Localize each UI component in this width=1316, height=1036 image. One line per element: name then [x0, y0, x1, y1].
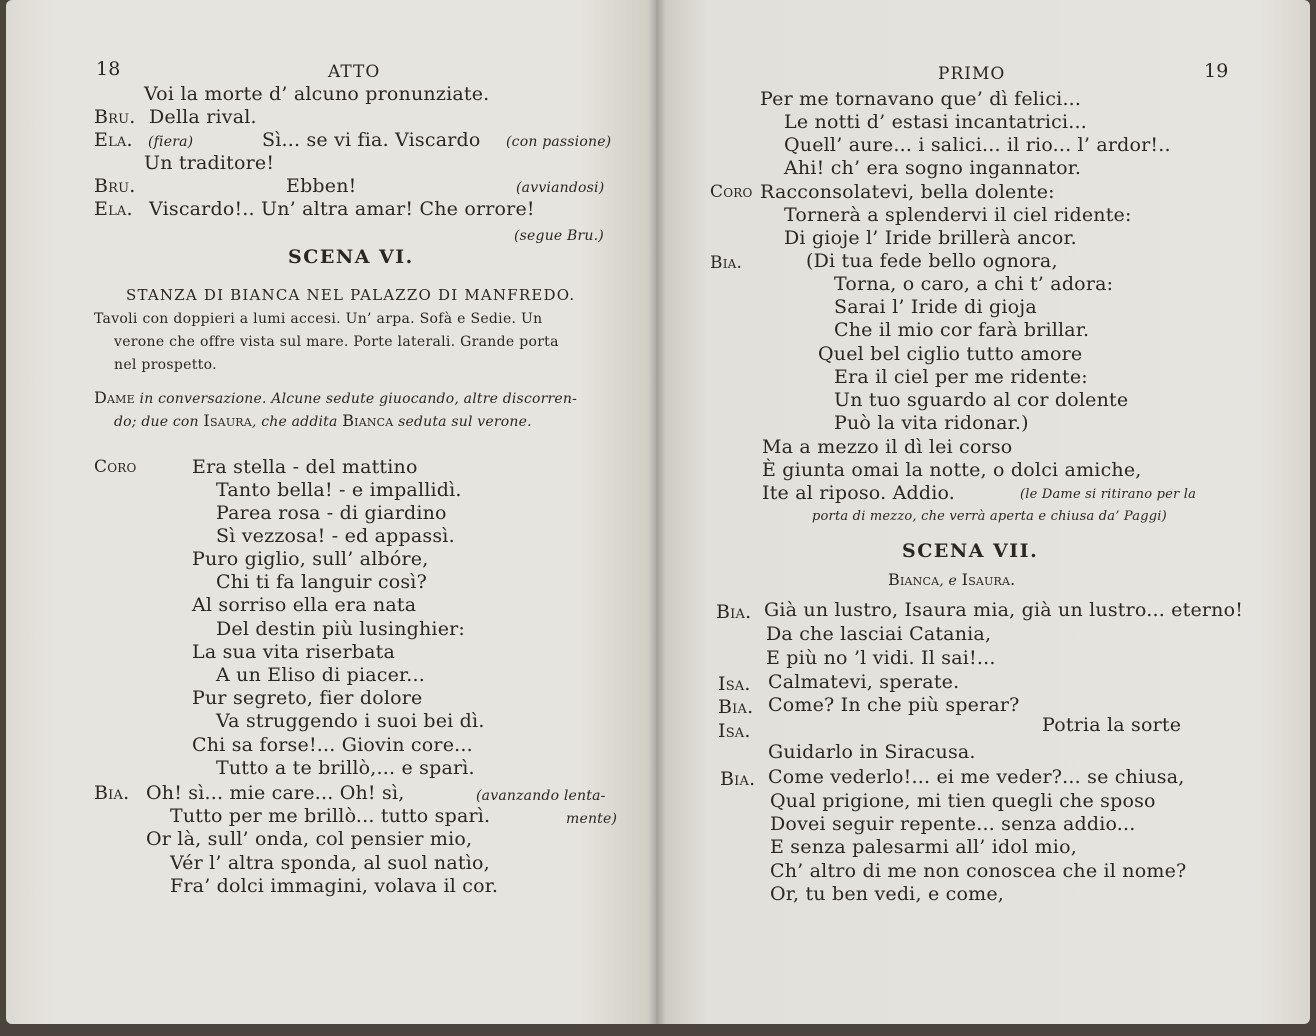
verse-line: Calmatevi, sperate. [768, 671, 960, 693]
speaker-label: Coro [710, 182, 753, 202]
stage-direction: Dame in conversazione. Alcune sedute giuocando, altre discorren- [94, 388, 578, 407]
verse-line: Può la vita ridonar.) [834, 412, 1029, 434]
verse-line: È giunta omai la notte, o dolci amiche, [762, 459, 1142, 481]
verse-line: Le notti d’ estasi incantatrici... [784, 111, 1087, 133]
left-page [6, 0, 656, 1024]
verse-line: (Di tua fede bello ognora, [806, 250, 1058, 272]
verse-line: Fra’ dolci immagini, volava il cor. [170, 875, 499, 897]
stage-direction: (segue Bru.) [514, 228, 604, 244]
stage-direction: (le Dame si ritirano per la [1020, 487, 1197, 502]
verse-line: Puro giglio, sull’ albóre, [192, 548, 429, 570]
verse-line: Di gioje l’ Iride brillerà ancor. [784, 227, 1077, 249]
verse-line: E più no ’l vidi. Il sai!... [766, 647, 996, 669]
verse-line: Ahi! ch’ era sogno ingannator. [784, 157, 1082, 179]
stage-direction: do; due con Isaura, che addita Bianca seduta sul verone. [114, 411, 532, 430]
scene-characters: Bianca, e Isaura. [888, 570, 1016, 589]
verse-line: Sarai l’ Iride di gioja [834, 296, 1037, 318]
setting-line: verone che offre vista sul mare. Porte laterali. Grande porta [114, 334, 559, 350]
stage-direction: (fiera) [148, 134, 194, 150]
setting-line: nel prospetto. [114, 357, 217, 373]
verse-line: Della rival. [149, 106, 257, 128]
verse-line: Pur segreto, fier dolore [192, 687, 423, 709]
verse-line: Guidarlo in Siracusa. [768, 741, 976, 763]
verse-line: Or, tu ben vedi, e come, [770, 883, 1005, 905]
verse-line: Da che lasciai Catania, [766, 623, 992, 645]
stage-direction: (avanzando lenta- [476, 788, 606, 804]
stage-direction: (avviandosi) [516, 180, 605, 196]
verse-line: Dovei seguir repente... senza addio... [770, 813, 1136, 835]
verse-line: Era il ciel per me ridente: [834, 366, 1088, 388]
verse-line: Ch’ altro di me non conoscea che il nome? [770, 860, 1187, 882]
verse-line: Tornerà a splendervi il ciel ridente: [784, 204, 1132, 226]
verse-line: Ma a mezzo il dì lei corso [762, 436, 1013, 458]
running-head: PRIMO [938, 64, 1006, 84]
speaker-label: Bia. [720, 768, 756, 790]
verse-line: Torna, o caro, a chi t’ adora: [834, 273, 1114, 295]
running-head: ATTO [328, 62, 381, 82]
verse-line: Racconsolatevi, bella dolente: [760, 181, 1055, 203]
speaker-label: Ela. [94, 198, 133, 220]
speaker-label: Bru. [94, 106, 136, 128]
verse-line: Tanto bella! - e impallidì. [216, 479, 462, 501]
speaker-label: Coro [94, 457, 137, 477]
verse-line: Tutto per me brillò... tutto sparì. [170, 805, 491, 827]
verse-line: Parea rosa - di giardino [216, 502, 447, 524]
verse-line: Or là, sull’ onda, col pensier mio, [146, 828, 473, 850]
verse-line: Un tuo sguardo al cor dolente [834, 389, 1129, 411]
stage-direction: porta di mezzo, che verrà aperta e chiusa da’ Paggi) [812, 509, 1167, 524]
verse-line: Oh! sì... mie care... Oh! sì, [146, 782, 405, 804]
verse-line: Come vederlo!... ei me veder?... se chiusa, [768, 766, 1185, 788]
page-number: 18 [96, 58, 121, 80]
verse-line: Potria la sorte [1042, 714, 1182, 736]
verse-line: Vér l’ altra sponda, al suol natìo, [170, 852, 490, 874]
stage-direction: (con passione) [506, 134, 612, 150]
verse-line: Del destin più lusinghier: [216, 618, 466, 640]
verse-line: Già un lustro, Isaura mia, già un lustro... eterno! [764, 599, 1244, 621]
verse-line: Chi sa forse!... Giovin core... [192, 734, 473, 756]
verse-line: Come? In che più sperar? [768, 694, 1020, 716]
verse-line: Sì vezzosa! - ed appassì. [216, 525, 455, 547]
stage-direction: mente) [566, 811, 618, 827]
speaker-label: Bru. [94, 175, 136, 197]
scene-title: SCENA VI. [288, 246, 414, 268]
verse-line: Qual prigione, mi tien quegli che sposo [770, 790, 1156, 812]
verse-line: Un traditore! [144, 152, 275, 174]
verse-line: Quel bel ciglio tutto amore [818, 343, 1083, 365]
speaker-label: Ela. [94, 129, 133, 151]
speaker-label: Isa. [718, 673, 751, 695]
verse-line: Ebben! [286, 175, 357, 197]
speaker-label: Bia. [716, 601, 752, 623]
verse-line: La sua vita riserbata [192, 641, 396, 663]
verse-line: Che il mio cor farà brillar. [834, 319, 1090, 341]
verse-line: Ite al riposo. Addio. [762, 482, 956, 504]
verse-line: Sì... se vi fia. Viscardo [262, 129, 481, 151]
verse-line: E senza palesarmi all’ idol mio, [770, 836, 1077, 858]
verse-line: Viscardo!.. Un’ altra amar! Che orrore! [149, 198, 535, 220]
verse-line: Chi ti fa languir così? [216, 571, 427, 593]
scene-location: STANZA DI BIANCA NEL PALAZZO DI MANFREDO. [126, 286, 576, 304]
speaker-label: Isa. [718, 720, 751, 742]
right-page [656, 0, 1310, 1024]
verse-line: Quell’ aure... i salici... il rio... l’ ardor!.. [784, 134, 1171, 156]
verse-line: Era stella - del mattino [192, 456, 418, 478]
page-number: 19 [1204, 60, 1229, 82]
speaker-label: Bia. [718, 696, 754, 718]
verse-line: Tutto a te brillò,... e sparì. [216, 757, 475, 779]
verse-line: Voi la morte d’ alcuno pronunziate. [144, 83, 490, 105]
speaker-label: Bia. [710, 253, 743, 273]
book-gutter [648, 0, 666, 1024]
setting-line: Tavoli con doppieri a lumi accesi. Un’ arpa. Sofà e Sedie. Un [94, 311, 543, 327]
verse-line: Per me tornavano que’ dì felici... [760, 88, 1082, 110]
verse-line: Va struggendo i suoi bei dì. [216, 710, 485, 732]
scene-title: SCENA VII. [902, 540, 1039, 562]
verse-line: Al sorriso ella era nata [192, 594, 417, 616]
speaker-label: Bia. [94, 782, 130, 804]
verse-line: A un Eliso di piacer... [216, 664, 425, 686]
